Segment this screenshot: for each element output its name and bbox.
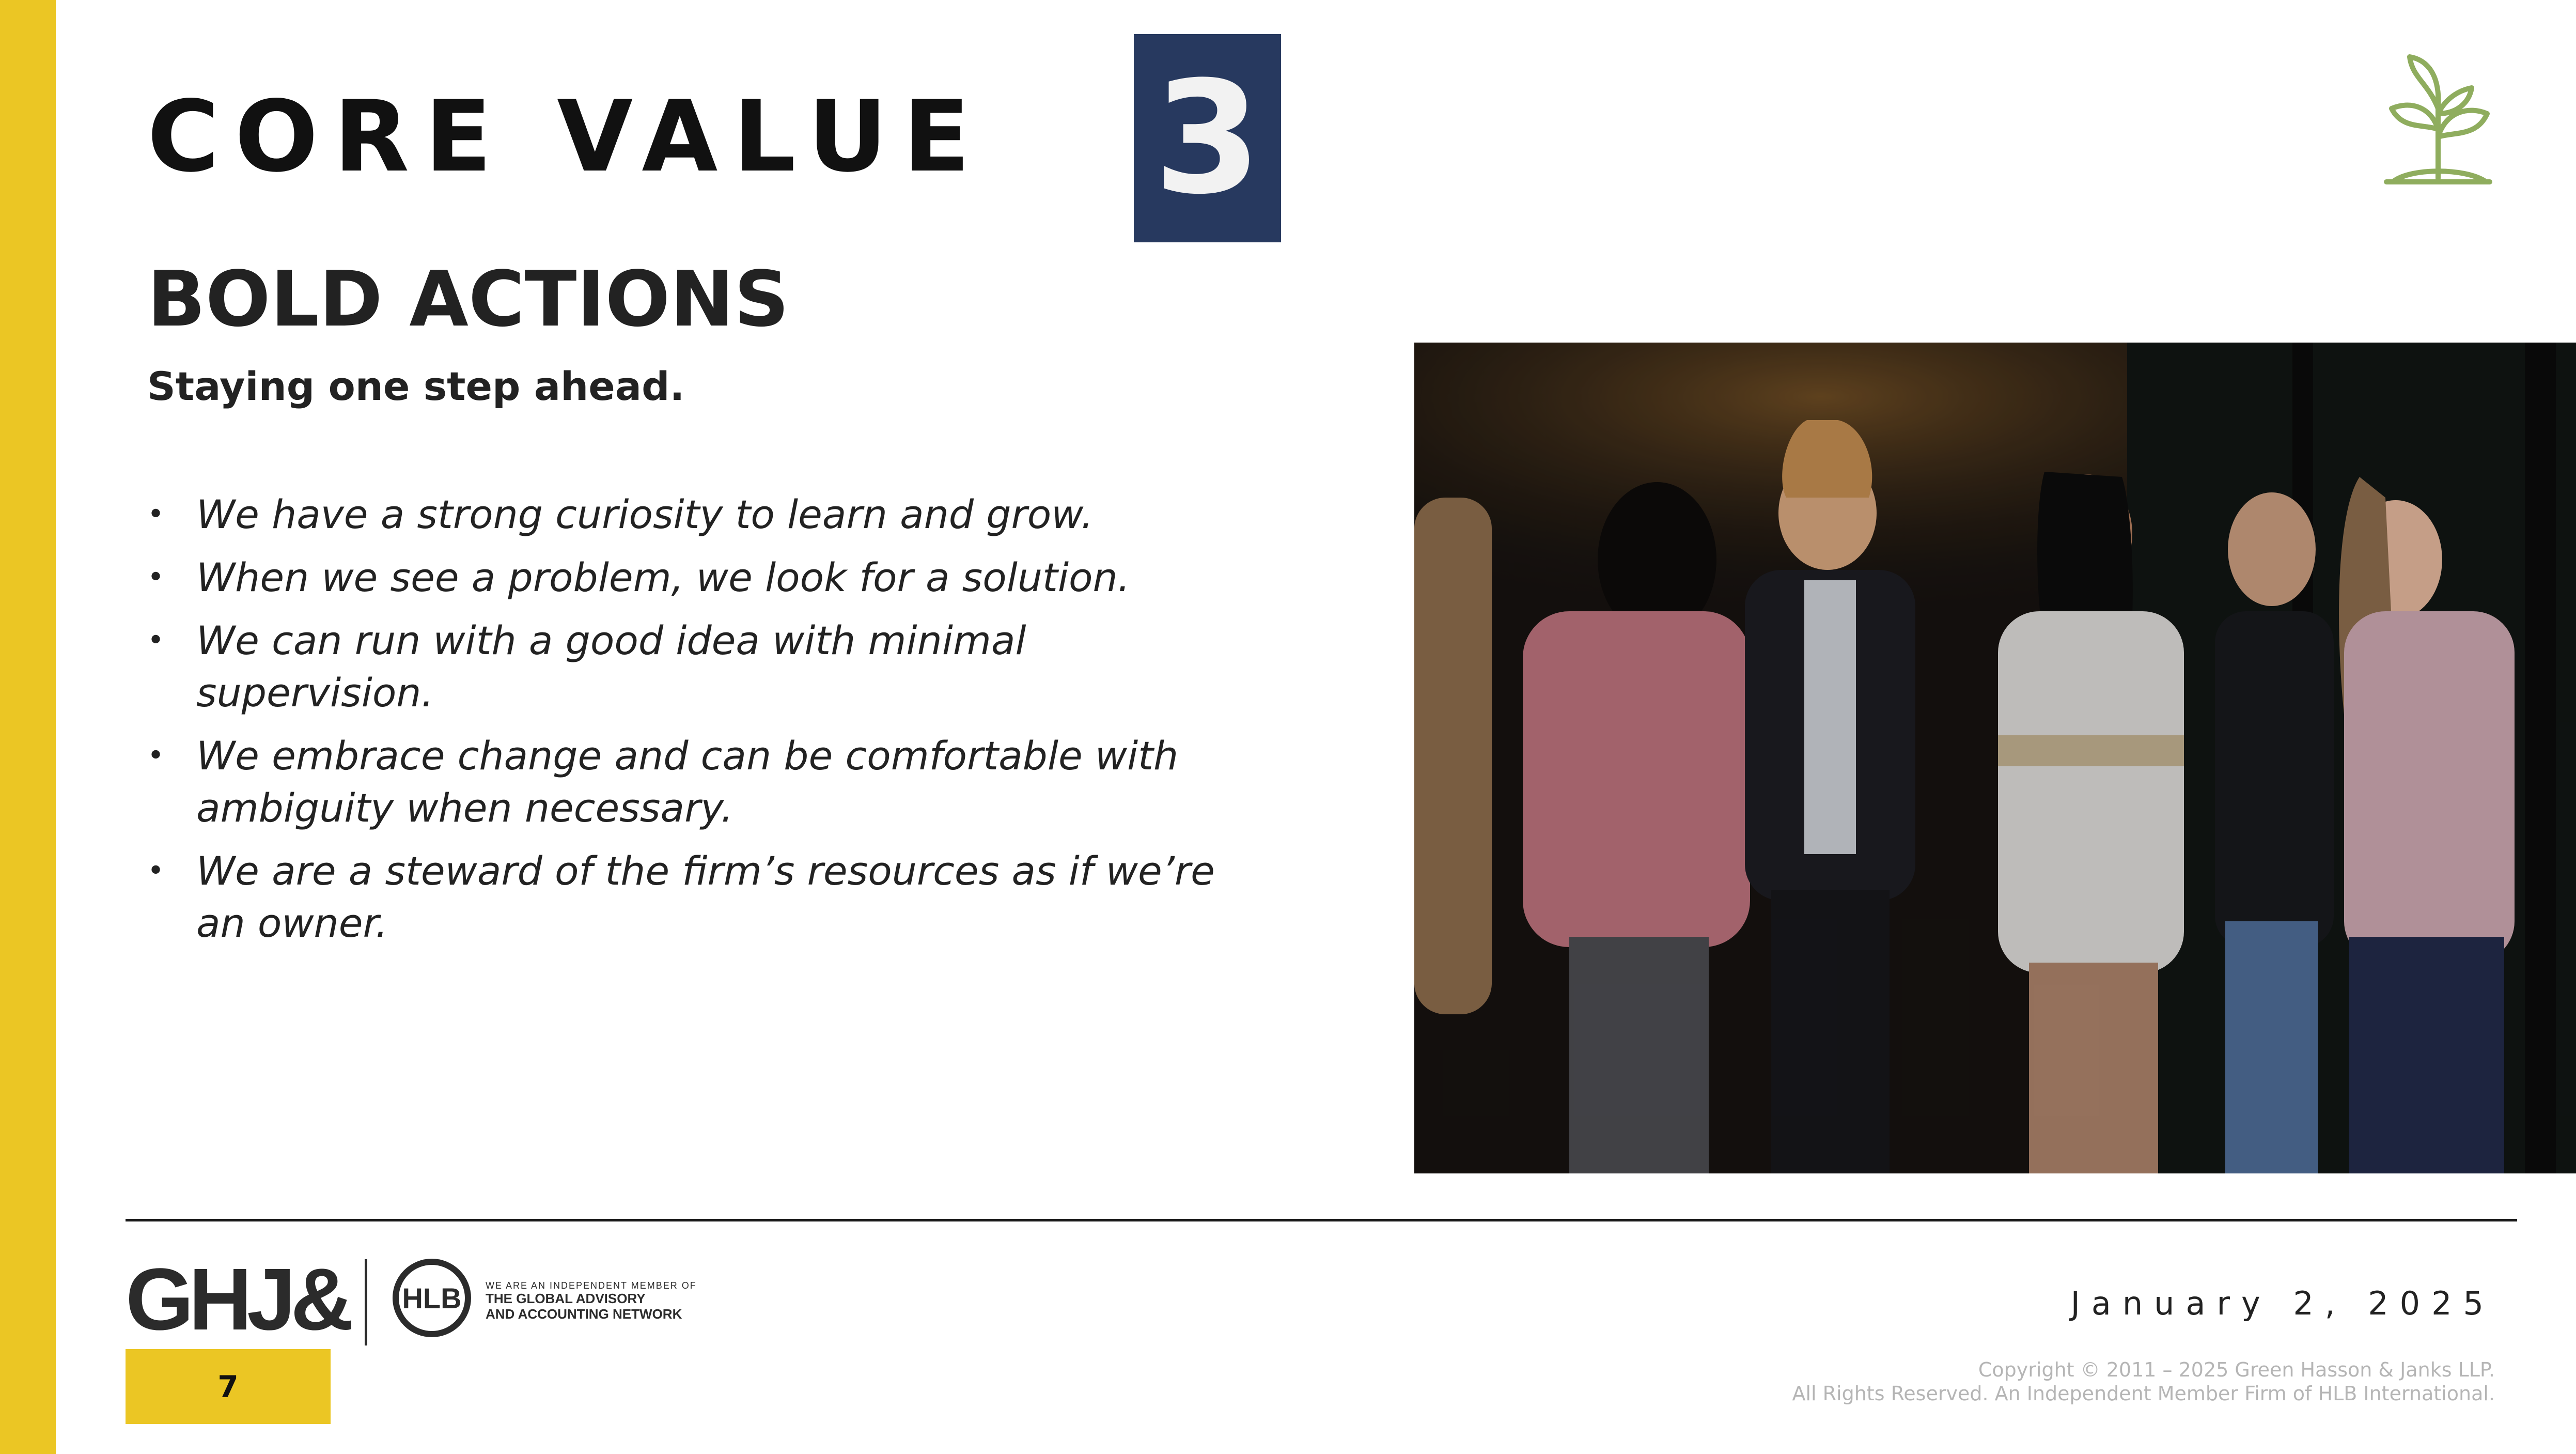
bullet-text: We can run with a good idea with minimal supervision. — [196, 617, 1026, 716]
bullet-text: We embrace change and can be comfortable with ambiguity when necessary. — [196, 733, 1179, 831]
copyright-line: All Rights Reserved. An Independent Member Firm of HLB International. — [1792, 1382, 2495, 1405]
bullet-glyph: • — [147, 498, 165, 531]
section-subheading: Staying one step ahead. — [147, 363, 685, 409]
bullet-glyph: • — [147, 854, 165, 888]
bullet-text: We are a steward of the firm’s resources as if we’re an owner. — [196, 848, 1215, 946]
bullet-text: When we see a problem, we look for a solution. — [196, 554, 1130, 600]
bullet-glyph: • — [147, 561, 165, 594]
hlb-tagline-line2: AND ACCOUNTING NETWORK — [486, 1306, 682, 1322]
hlb-tagline-small: WE ARE AN INDEPENDENT MEMBER OF — [486, 1280, 697, 1291]
footer-divider — [126, 1219, 2517, 1221]
hlb-logo: HLB — [393, 1259, 471, 1337]
copyright-line: Copyright © 2011 – 2025 Green Hasson & Janks LLP. — [1978, 1358, 2495, 1381]
list-item — [147, 551, 1273, 604]
section-heading: BOLD ACTIONS — [147, 255, 789, 344]
team-photo — [1414, 343, 2576, 1173]
list-item — [147, 614, 1273, 719]
bullet-glyph: • — [147, 739, 165, 772]
page-number: 7 — [126, 1349, 331, 1424]
copyright-notice — [1792, 1358, 2495, 1405]
bullet-text: We have a strong curiosity to learn and grow. — [196, 491, 1094, 537]
ghj-logo: GHJ& — [126, 1250, 349, 1349]
page-title: CORE VALUE — [147, 80, 986, 194]
hlb-tagline-line1: THE GLOBAL ADVISORY — [486, 1290, 646, 1306]
slide-date: January 2, 2025 — [2070, 1285, 2495, 1322]
value-number-badge: 3 — [1134, 34, 1281, 242]
bullet-glyph: • — [147, 624, 165, 657]
list-item — [147, 730, 1273, 834]
list-item — [147, 488, 1273, 540]
accent-sidebar — [0, 0, 56, 1454]
list-item — [147, 845, 1273, 949]
value-bullet-list — [147, 488, 1273, 960]
hlb-tagline — [486, 1280, 697, 1322]
plant-sprout-icon — [2381, 47, 2495, 191]
logo-divider — [365, 1259, 367, 1345]
